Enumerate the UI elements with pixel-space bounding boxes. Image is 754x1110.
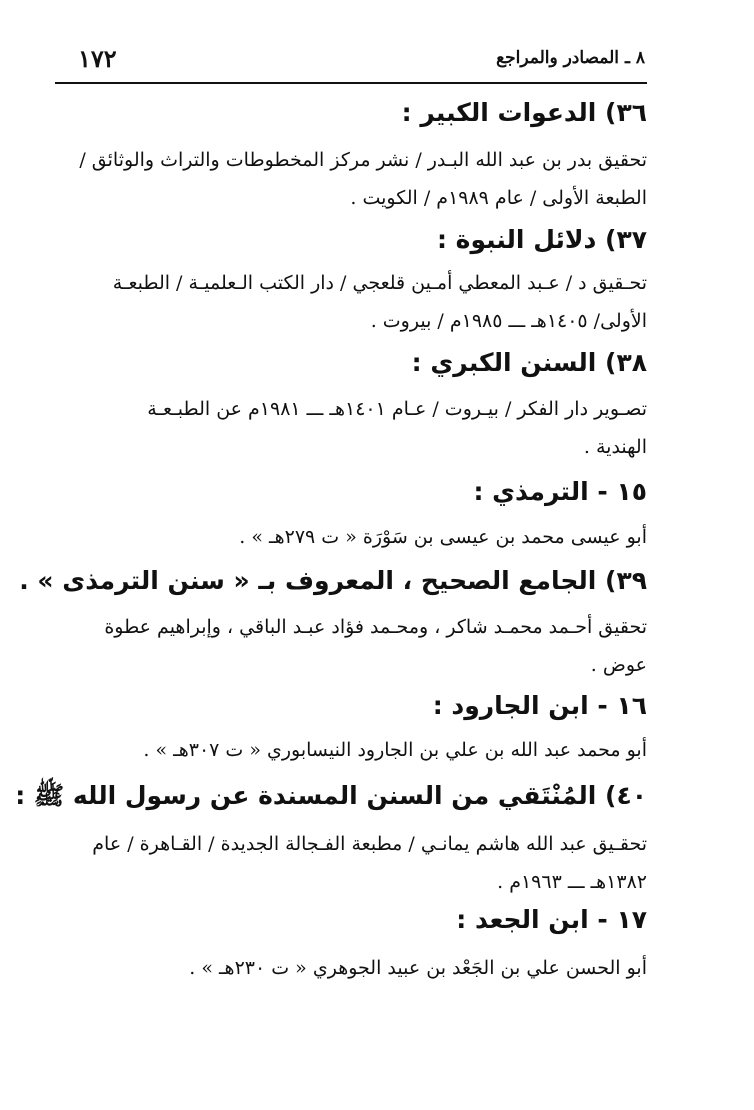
ref-line: تحقيق أحـمد محمـد شاكر ، ومحـمد فؤاد عبـد الباقي ، وإبراهيم عطوة [104, 616, 647, 638]
ref-line: تحقيق بدر بن عبد الله البـدر / نشر مركز المخطوطات والتراث والوثائق / [79, 149, 647, 171]
ref-line: تحقـيق عبد الله هاشم يمانـي / مطبعة الفـجالة الجديدة / القـاهرة / عام [92, 833, 647, 855]
author-body-15 [55, 518, 647, 556]
running-head [60, 42, 645, 78]
ref-heading: ٣٩) الجامع الصحيح ، المعروف بـ « سنن الترمذى » . [19, 566, 647, 595]
author-entry-17 [55, 900, 647, 940]
ref-entry-36 [55, 93, 647, 133]
ref-line: تحـقيق د / عـبد المعطي أمـين قلعجي / دار الكتب الـعلميـة / الطبعـة [112, 272, 647, 294]
author-line: أبو الحسن علي بن الجَعْد بن عبيد الجوهري « ت ٢٣٠هـ » . [189, 957, 647, 979]
ref-entry-38 [55, 343, 647, 383]
ref-body-39 [55, 608, 647, 684]
ref-body-38 [55, 390, 647, 466]
page-number: ١٧٢ [78, 44, 117, 73]
author-heading: ١٥ - الترمذي : [473, 477, 647, 506]
author-entry-15 [55, 472, 647, 512]
ref-line: ١٣٨٢هـ ـــ ١٩٦٣م . [497, 871, 647, 893]
chapter-title: ٨ ـ المصادر والمراجع [496, 48, 645, 68]
ref-line: الأولى/ ١٤٠٥هـ ـــ ١٩٨٥م / بيروت . [370, 310, 647, 332]
author-line: أبو عيسى محمد بن عيسى بن سَوْرَة « ت ٢٧٩هـ » . [239, 526, 647, 548]
ref-heading: ٤٠) المُنْتَقي من السنن المسندة عن رسول الله ﷺ : [15, 781, 647, 810]
ref-entry-40 [15, 776, 647, 816]
ref-heading: ٣٧) دلائل النبوة : [436, 225, 647, 254]
ref-line: عوض . [590, 654, 647, 676]
ref-line: الهندية . [583, 436, 647, 458]
author-body-16 [55, 731, 647, 769]
ref-entry-37 [55, 220, 647, 260]
header-divider [55, 82, 647, 84]
ref-heading: ٣٨) السنن الكبري : [411, 348, 647, 377]
ref-line: الطبعة الأولى / عام ١٩٨٩م / الكويت . [350, 187, 647, 209]
author-entry-16 [55, 686, 647, 726]
ref-body-36 [55, 141, 647, 217]
ref-heading: ٣٦) الدعوات الكبير : [401, 98, 647, 127]
author-body-17 [55, 949, 647, 987]
ref-entry-39 [19, 561, 647, 601]
ref-line: تصـوير دار الفكر / بيـروت / عـام ١٤٠١هـ ـــ ١٩٨١م عن الطبـعـة [147, 398, 647, 420]
ref-body-40 [55, 825, 647, 901]
author-heading: ١٦ - ابن الجارود : [432, 691, 647, 720]
author-heading: ١٧ - ابن الجعد : [456, 905, 647, 934]
ref-body-37 [55, 264, 647, 340]
author-line: أبو محمد عبد الله بن علي بن الجارود النيسابوري « ت ٣٠٧هـ » . [143, 739, 647, 761]
